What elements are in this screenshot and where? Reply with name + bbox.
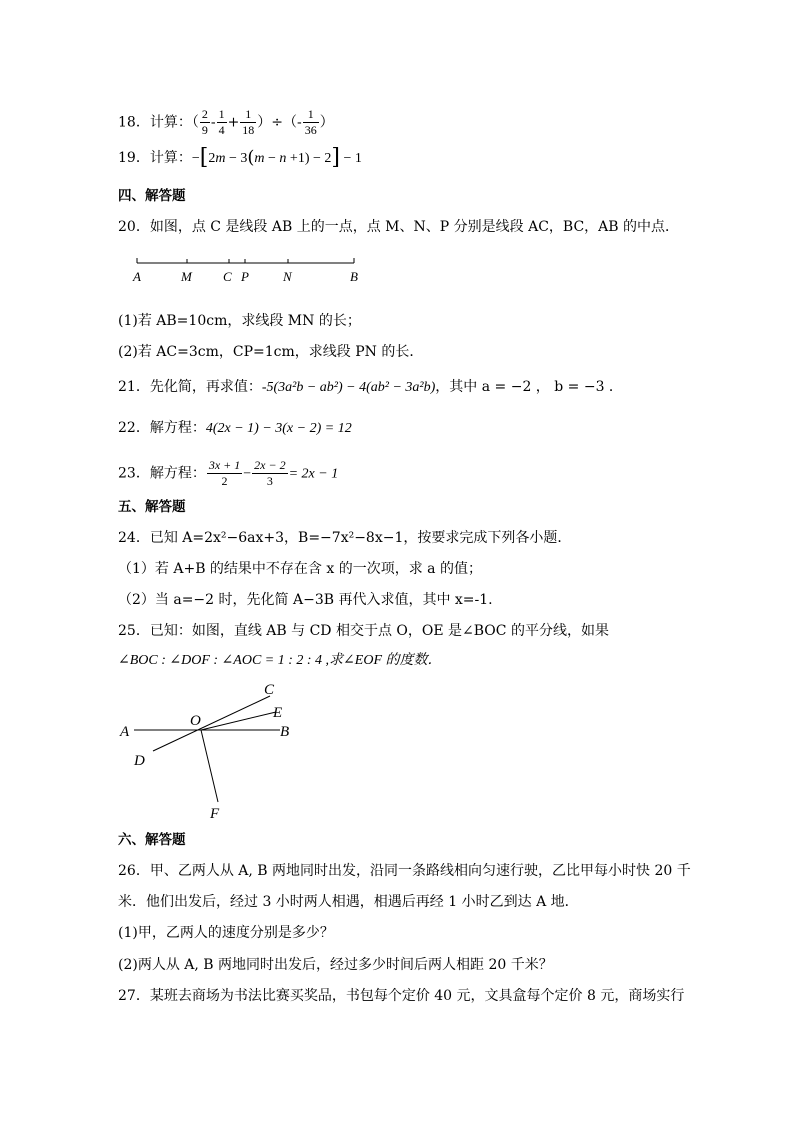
q21-expression: -5(3a²b − ab²) − 4(ab² − 3a²b) [261, 380, 436, 395]
q21: 21．先化简，再求值：-5(3a²b − ab²) − 4(ab² − 3a²b)，其中 a = −2 ， b = −3 ． [118, 379, 623, 395]
q18-frac4: $\frac{1}{36}$ [304, 107, 317, 137]
q20-label-A: A [133, 269, 141, 284]
q19: 19．计算：−[2m − 3(m − n +1) − 2] − 1 [118, 145, 362, 170]
q20-label-C: C [223, 269, 232, 284]
q24-sub2: （2）当 a=−2 时，先化简 A−3B 再代入求值，其中 x=-1. [118, 592, 493, 608]
q25-angle-figure [112, 676, 312, 826]
q18: 18．计算：（ $\frac{2}{9}$ - $\frac{1}{4}$ + $\frac{1}{18}$ ）÷（- $\frac{1}{36}$ ） [118, 107, 334, 137]
q26-sub2: (2)两人从 A, B 两地同时出发后，经过多少时间后两人相距 20 千米？ [118, 957, 553, 973]
q20-label-B: B [350, 269, 358, 284]
q22: 22．解方程：4(2x − 1) − 3(x − 2) = 12 [118, 420, 352, 436]
q23-frac2: $\frac{2x - 2}{3}$ [254, 458, 286, 488]
q20-sub1: (1)若 AB=10cm，求线段 MN 的长； [118, 313, 361, 329]
q25-label-A: A [120, 724, 130, 740]
q20-label-N: N [283, 269, 292, 284]
q24-text: 24．已知 A=2x²−6ax+3，B=−7x²−8x−1，按要求完成下列各小题． [118, 530, 572, 546]
q25-label-C: C [264, 682, 275, 698]
q18-label: 18．计算： [118, 114, 192, 131]
q24-sub1: （1）若 A+B 的结果中不存在含 x 的一次项，求 a 的值； [118, 561, 482, 577]
q26-line1: 26．甲、乙两人从 A, B 两地同时出发，沿同一条路线相向匀速行驶，乙比甲每小时快 20 千 [118, 863, 691, 879]
q18-frac2: $\frac{1}{4}$ [218, 107, 225, 137]
q23: 23．解方程： $\frac{3x + 1}{2}$ − $\frac{2x - 2}{3}$ = 2x − 1 [118, 458, 339, 488]
q25-text: 25．已知：如图，直线 AB 与 CD 相交于点 O，OE 是∠BOC 的平分线，如果 [118, 623, 609, 639]
q22-equation: 4(2x − 1) − 3(x − 2) = 12 [205, 421, 352, 436]
q27-line1: 27．某班去商场为书法比赛买奖品，书包每个定价 40 元，文具盒每个定价 8 元，商场实行 [118, 988, 685, 1004]
q25-label-E: E [273, 705, 283, 721]
q18-frac3: $\frac{1}{18}$ [242, 107, 255, 137]
q25-label-B: B [280, 724, 290, 740]
q20-sub2: (2)若 AC=3cm，CP=1cm，求线段 PN 的长． [118, 344, 424, 360]
q23-frac1: $\frac{3x + 1}{2}$ [208, 458, 241, 488]
section-heading-6: 六、解答题 [118, 832, 186, 848]
section-heading-5: 五、解答题 [118, 499, 186, 515]
q20-segment-figure [125, 252, 375, 288]
q26-sub1: (1)甲，乙两人的速度分别是多少？ [118, 925, 334, 941]
q25-label-D: D [134, 753, 145, 769]
q20-label-M: M [181, 269, 192, 284]
q25-label-O: O [190, 713, 201, 729]
q26-line2: 米．他们出发后，经过 3 小时两人相遇，相遇后再经 1 小时乙到达 A 地． [118, 894, 579, 910]
q25-label-F: F [210, 806, 220, 822]
q20-text: 20．如图，点 C 是线段 AB 上的一点，点 M、N、P 分别是线段 AC，BC，AB 的中点． [118, 219, 680, 235]
q20-label-P: P [241, 269, 249, 284]
q18-frac1: $\frac{2}{9}$ [201, 107, 208, 137]
section-heading-4: 四、解答题 [118, 188, 186, 204]
q25-condition: ∠BOC : ∠DOF : ∠AOC = 1 : 2 : 4 ,求∠EOF 的度数． [118, 653, 442, 668]
